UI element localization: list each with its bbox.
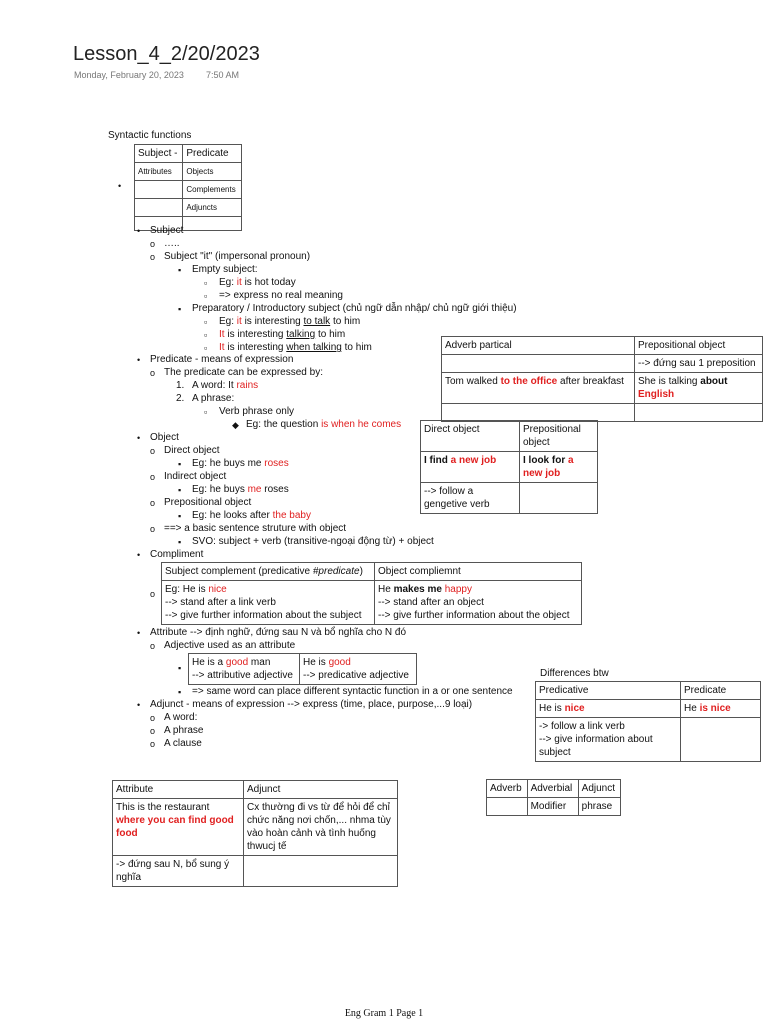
bullet: • — [137, 355, 141, 365]
bullet: o — [150, 239, 156, 249]
subject-it: Subject "it" (impersonal pronoun) — [164, 251, 311, 262]
compliment-table — [161, 562, 582, 625]
table-cell — [681, 718, 761, 762]
bullet: ▪ — [178, 485, 182, 495]
table-cell — [442, 355, 635, 373]
prepositional-object: Prepositional object — [164, 497, 252, 508]
table-cell: -> đứng sau N, bổ sung ý nghĩa — [113, 856, 244, 887]
table-cell: He makes me happy --> stand after an object --> give further information about the object — [375, 581, 582, 625]
table-cell: Attributes — [135, 163, 183, 181]
table-cell: This is the restaurant where you can find good food — [113, 799, 244, 856]
table-cell: Prepositional object — [635, 337, 763, 355]
table-cell — [520, 483, 598, 514]
adverb-small-table — [486, 779, 621, 816]
table-cell: Object compliemnt — [375, 563, 582, 581]
bullet: ▪ — [178, 459, 182, 469]
same-word: => same word can place different syntactic function in a or one sentence — [192, 686, 513, 697]
bullet: ▪ — [178, 687, 182, 697]
table-cell: Predicate — [681, 682, 761, 700]
predicate-eg: Eg: the question is when he comes — [246, 419, 402, 430]
table-cell: -> follow a link verb --> give information about subject — [536, 718, 681, 762]
verb-phrase: Verb phrase only — [219, 406, 295, 417]
differences-heading: Differences btw — [540, 668, 609, 679]
indirect-object-eg: Eg: he buys me roses — [192, 484, 289, 495]
bullet: o — [150, 713, 156, 723]
predicate-can: The predicate can be expressed by: — [164, 367, 323, 378]
adjunct-label: Adjunct - means of expression --> express (time, place, purpose,...9 loại) — [150, 699, 473, 710]
subject-dots: ….. — [164, 238, 180, 249]
bullet: ▪ — [178, 663, 182, 673]
list-number: 1. — [176, 380, 185, 391]
table-cell: Subject - — [135, 145, 183, 163]
table-cell: Predicative — [536, 682, 681, 700]
table-cell: I find a new job — [421, 452, 520, 483]
direct-object-eg: Eg: he buys me roses — [192, 458, 289, 469]
attribute-label: Attribute --> định nghữ, đứng sau N và bổ nghĩa cho N đó — [150, 627, 407, 638]
table-cell: Cx thường đi vs từ để hỏi để chỉ chức năng nơi chốn,... nhma tùy vào hoàn cảnh và tình huống thwucj tế — [244, 799, 398, 856]
table-cell: Adjunct — [244, 781, 398, 799]
table-cell — [135, 181, 183, 199]
bullet: ◆ — [232, 420, 239, 430]
table-cell: Adjuncts — [183, 199, 242, 217]
table-cell: Modifier — [527, 798, 578, 816]
subject-eg4: It is interesting when talking to him — [219, 342, 372, 353]
table-cell — [442, 404, 635, 422]
bullet: ▪ — [178, 265, 182, 275]
table-cell: Prepositional object — [520, 421, 598, 452]
bullet: ▫ — [204, 343, 208, 353]
bullet: • — [137, 226, 141, 236]
subject-eg2: Eg: it is interesting to talk to him — [219, 316, 361, 327]
bullet: ▪ — [178, 304, 182, 314]
bullet: ▫ — [204, 330, 208, 340]
bullet: • — [137, 433, 141, 443]
bullet: • — [137, 550, 141, 560]
adjunct-phrase: A phrase — [164, 725, 204, 736]
syntactic-table — [134, 144, 242, 231]
object-label: Object — [150, 432, 179, 443]
bullet: o — [150, 446, 156, 456]
table-cell: phrase — [578, 798, 620, 816]
table-cell: Direct object — [421, 421, 520, 452]
direct-object: Direct object — [164, 445, 220, 456]
attribute-adjunct-table — [112, 780, 398, 887]
adverb-partical-table — [441, 336, 763, 422]
predicate-label: Predicate - means of expression — [150, 354, 294, 365]
table-cell — [135, 199, 183, 217]
bullet: o — [150, 739, 156, 749]
table-cell: Adverbial — [527, 780, 578, 798]
compliment-label: Compliment — [150, 549, 204, 560]
table-cell: --> đứng sau 1 preposition — [635, 355, 763, 373]
table-cell: Objects — [183, 163, 242, 181]
page-date: Monday, February 20, 2023 — [74, 70, 184, 80]
table-cell: I look for a new job — [520, 452, 598, 483]
table-cell: Adjunct — [578, 780, 620, 798]
indirect-object: Indirect object — [164, 471, 227, 482]
subject-label: Subject — [150, 225, 184, 236]
empty-subject: Empty subject: — [192, 264, 258, 275]
bullet: ▫ — [204, 291, 208, 301]
adjunct-clause: A clause — [164, 738, 202, 749]
table-cell: Tom walked to the office after breakfast — [442, 373, 635, 404]
bullet: o — [150, 368, 156, 378]
table-cell: Adverb partical — [442, 337, 635, 355]
bullet: ▫ — [204, 317, 208, 327]
attribute-table — [188, 653, 417, 685]
table-cell: Predicate — [183, 145, 242, 163]
list-number: 2. — [176, 393, 185, 404]
table-cell: He is good --> predicative adjective — [300, 654, 417, 685]
table-cell — [487, 798, 528, 816]
bullet: o — [150, 726, 156, 736]
bullet: o — [150, 589, 156, 599]
basic-structure: ==> a basic sentence struture with object — [164, 523, 347, 534]
adjunct-word: A word: — [164, 712, 198, 723]
page-title: Lesson_4_2/20/2023 — [73, 43, 260, 65]
table-cell: He is nice — [681, 700, 761, 718]
predicate-phrase: A phrase: — [192, 393, 235, 404]
svo: SVO: subject + verb (transitive-ngoại động từ) + object — [192, 536, 434, 547]
bullet: ▫ — [204, 278, 208, 288]
table-cell: He is a good man --> attributive adjective — [189, 654, 300, 685]
page-footer: Eng Gram 1 Page 1 — [344, 1008, 424, 1019]
bullet: o — [150, 472, 156, 482]
table-cell: He is nice — [536, 700, 681, 718]
table-cell: She is talking about English — [635, 373, 763, 404]
bullet: • — [137, 628, 141, 638]
subject-eg3: It is interesting talking to him — [219, 329, 346, 340]
table-cell — [183, 217, 242, 231]
bullet: o — [150, 641, 156, 651]
adjective-attribute: Adjective used as an attribute — [164, 640, 296, 651]
syntactic-heading: Syntactic functions — [108, 130, 192, 141]
differences-table — [535, 681, 761, 762]
bullet: o — [150, 524, 156, 534]
no-meaning: => express no real meaning — [219, 290, 343, 301]
table-cell: Attribute — [113, 781, 244, 799]
bullet: ▫ — [204, 407, 208, 417]
table-cell: Eg: He is nice --> stand after a link verb --> give further information about the subject — [162, 581, 375, 625]
bullet: o — [150, 498, 156, 508]
table-cell — [635, 404, 763, 422]
table-cell: Adverb — [487, 780, 528, 798]
table-cell: --> follow a gengetive verb — [421, 483, 520, 514]
direct-object-table — [420, 420, 598, 514]
bullet: • — [137, 700, 141, 710]
subject-eg1: Eg: it is hot today — [219, 277, 296, 288]
table-cell: Subject complement (predicative #predicate) — [162, 563, 375, 581]
page-time: 7:50 AM — [206, 70, 240, 80]
bullet: ▪ — [178, 511, 182, 521]
bullet: • — [118, 181, 122, 191]
bullet: ▪ — [178, 537, 182, 547]
table-cell — [244, 856, 398, 887]
preparatory-subject: Preparatory / Introductory subject (chủ ngữ dẫn nhập/ chủ ngữ giới thiệu) — [192, 303, 517, 314]
bullet: o — [150, 252, 156, 262]
prepositional-object-eg: Eg: he looks after the baby — [192, 510, 311, 521]
predicate-word: A word: It rains — [192, 380, 259, 391]
table-cell: Complements — [183, 181, 242, 199]
